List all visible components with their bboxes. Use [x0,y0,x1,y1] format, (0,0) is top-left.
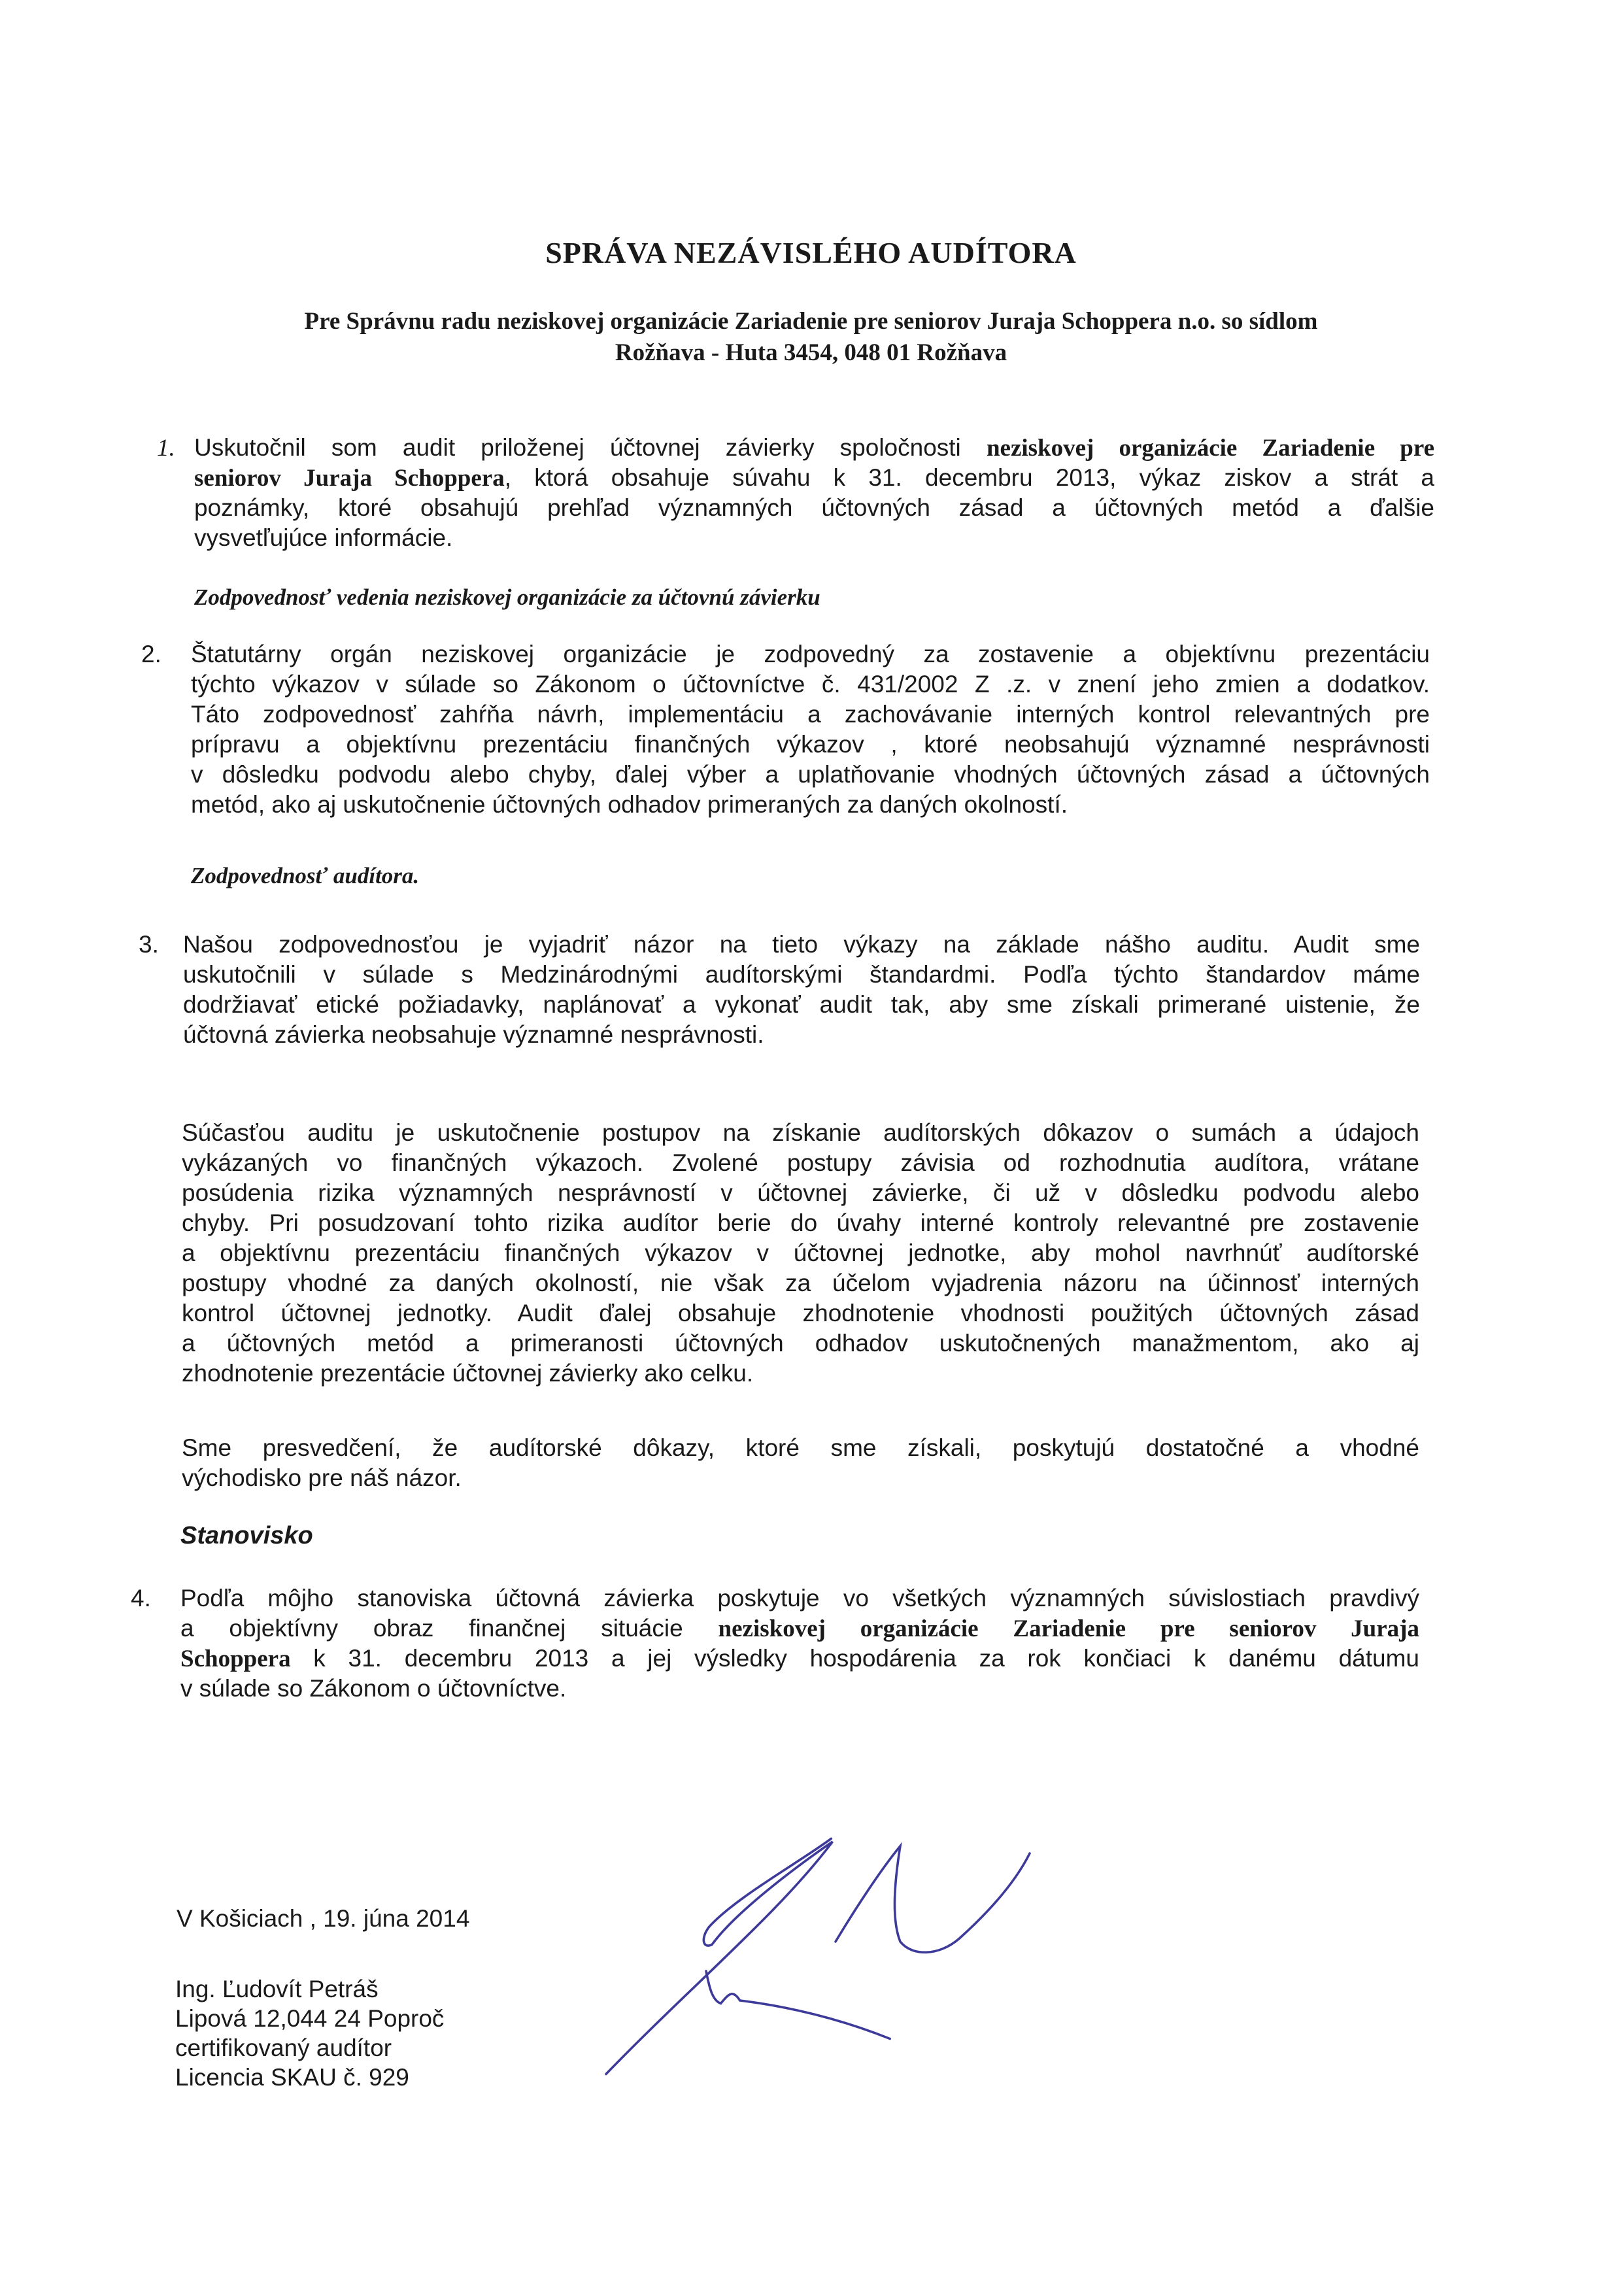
place-and-date: V Košiciach , 19. júna 2014 [177,1905,470,1932]
text-segment: týchto výkazov v súlade so Zákonom o účtovníctve č. 431/2002 Z .z. v znení jeho zmien a dodatkov. [191,671,1430,698]
text-segment: Táto zodpovednosť zahŕňa návrh, implementáciu a zachovávanie interných kontrol relevantných pre [191,701,1430,728]
auditor-address: Lipová 12,044 24 Poproč [175,2005,445,2032]
organization-name-text: Schoppera [180,1646,291,1672]
text-segment: v dôsledku podvodu alebo chyby, ďalej výber a uplatňovanie vhodných účtovných zásad a účtovných [191,761,1430,788]
heading-opinion: Stanovisko [180,1522,313,1549]
text-segment: Uskutočnil som audit priloženej účtovnej závierky spoločnosti [194,434,987,461]
text-segment: uskutočnili v súlade s Medzinárodnými audítorskými štandardmi. Podľa týchto štandardov máme [183,961,1420,988]
text-segment: v súlade so Zákonom o účtovníctve. [180,1675,567,1702]
auditor-license: Licencia SKAU č. 929 [175,2064,409,2091]
text-segment: k 31. decembru 2013 a jej výsledky hospodárenia za rok končiaci k danému dátumu [290,1645,1419,1672]
text-segment: Súčasťou auditu je uskutočnenie postupov na získanie audítorských dôkazov o sumách a údajoch [182,1119,1419,1146]
text-segment: a účtovných metód a primeranosti účtovných odhadov uskutočnených manažmentom, ako aj [182,1330,1419,1357]
text-segment: vykázaných vo finančných výkazoch. Zvolené postupy závisia od rozhodnutia audítora, vrátane [182,1149,1419,1176]
text-segment: metód, ako aj uskutočnenie účtovných odhadov primeraných za daných okolností. [191,791,1068,818]
addressee-line-1: Pre Správnu radu neziskovej organizácie Zariadenie pre seniorov Juraja Schoppera n.o. so sídlom [304,308,1318,335]
paragraph-number-3: 3. [139,931,159,958]
text-segment: Našou zodpovednosťou je vyjadriť názor na tieto výkazy na základe nášho auditu. Audit sme [183,931,1420,958]
text-segment: postupy vhodné za daných okolností, nie však za účelom vyjadrenia názoru na účinnosť interných [182,1270,1419,1296]
text-segment: účtovná závierka neobsahuje významné nesprávnosti. [183,1021,764,1048]
auditor-name: Ing. Ľudovít Petráš [175,1976,379,2002]
paragraph-number-2: 2. [141,641,161,667]
heading-auditor-responsibility: Zodpovednosť audítora. [191,863,420,888]
heading-management-responsibility: Zodpovednosť vedenia neziskovej organizácie za účtovnú závierku [194,584,820,610]
text-segment: chyby. Pri posudzovaní tohto rizika audítor berie do úvahy interné kontroly relevantné pre zostavenie [182,1209,1419,1236]
text-segment: dodržiavať etické požiadavky, naplánovať a vykonať audit tak, aby sme získali primerané uistenie, že [183,991,1420,1018]
paragraph-number-1: 1. [157,435,175,462]
text-segment: posúdenia rizika významných nesprávností v účtovnej závierke, či už v dôsledku podvodu alebo [182,1179,1419,1206]
text-segment: Štatutárny orgán neziskovej organizácie je zodpovedný za zostavenie a objektívnu prezentáciu [191,641,1430,667]
text-segment: kontrol účtovnej jednotky. Audit ďalej obsahuje zhodnotenie vhodnosti použitých účtovných zásad [182,1300,1419,1326]
text-segment: a objektívny obraz finančnej situácie [180,1615,718,1642]
text-segment: poznámky, ktoré obsahujú prehľad významných účtovných zásad a účtovných metód a ďalšie [194,494,1434,521]
text-segment: a objektívnu prezentáciu finančných výkazov v účtovnej jednotke, aby mohol navrhnúť audítorské [182,1240,1419,1266]
text-segment: zhodnotenie prezentácie účtovnej závierky ako celku. [182,1360,754,1387]
text-segment: Podľa môjho stanoviska účtovná závierka poskytuje vo všetkých významných súvislostiach pravdivý [180,1585,1419,1612]
document-title: SPRÁVA NEZÁVISLÉHO AUDÍTORA [545,236,1077,269]
paragraph-number-4: 4. [131,1585,151,1612]
text-segment: , ktorá obsahuje súvahu k 31. decembru 2013, výkaz ziskov a strát a [504,464,1435,491]
organization-name-text: seniorov Juraja Schoppera [194,465,505,492]
text-segment: vysvetľujúce informácie. [194,524,453,551]
signature-strokes [606,1839,1030,2074]
organization-name-text: neziskovej organizácie Zariadenie pre [986,435,1434,462]
auditor-role: certifikovaný audítor [175,2034,392,2061]
organization-name-text: neziskovej organizácie Zariadenie pre seniorov Juraja [718,1615,1420,1642]
text-segment: Sme presvedčení, že audítorské dôkazy, ktoré sme získali, poskytujú dostatočné a vhodné [182,1434,1419,1461]
text-segment: východisko pre náš názor. [182,1464,462,1491]
addressee-line-2: Rožňava - Huta 3454, 048 01 Rožňava [615,339,1007,366]
text-segment: prípravu a objektívnu prezentáciu finančných výkazov , ktoré neobsahujú významné nesprávnosti [191,731,1430,758]
